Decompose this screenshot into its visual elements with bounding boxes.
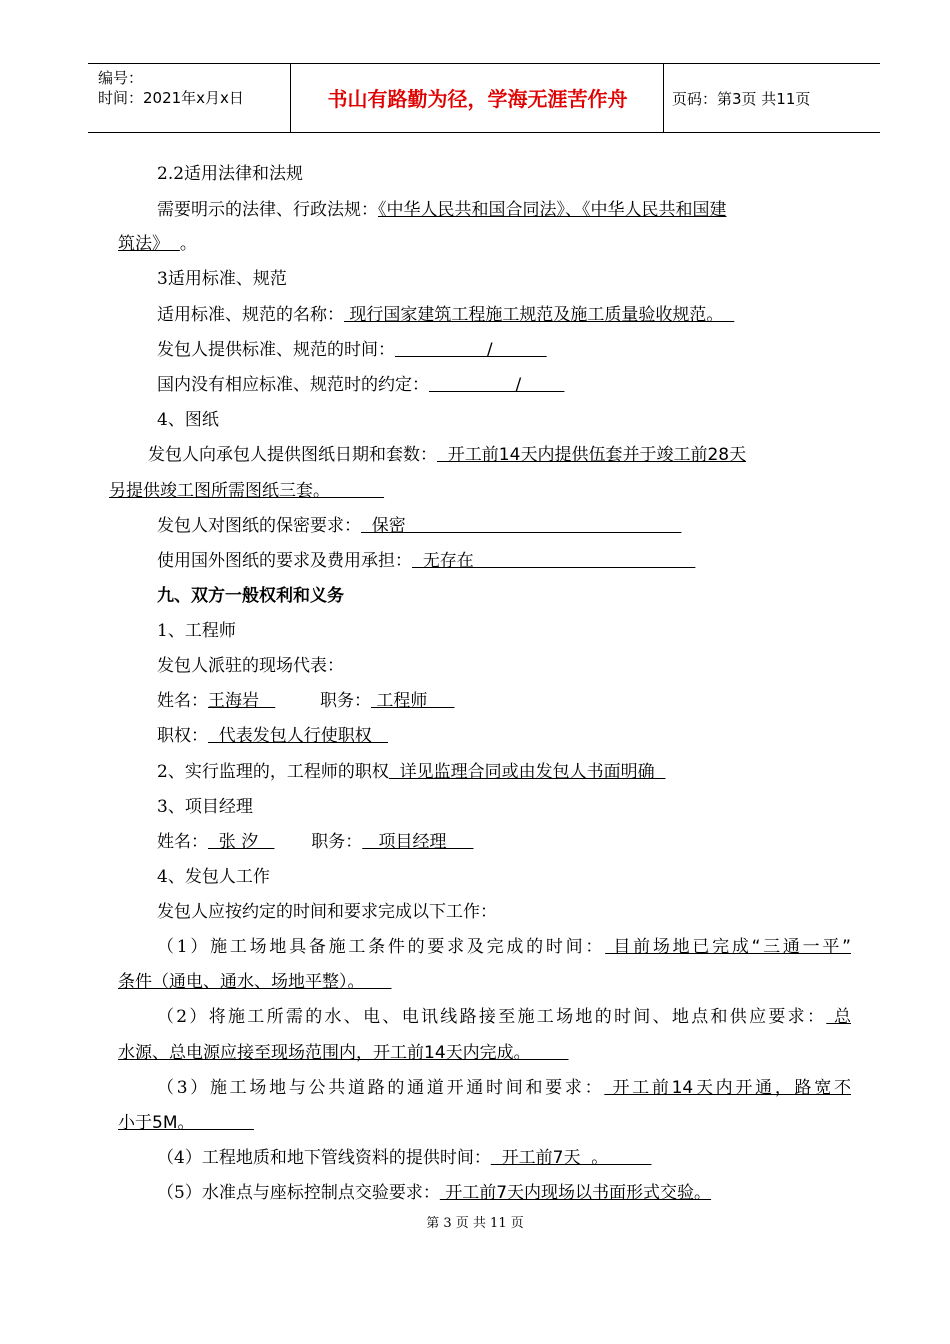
- text-line: （5）水准点与座标控制点交验要求： 开工前7天内现场以书面形式交验。: [157, 1183, 712, 1203]
- blank-field: /: [395, 340, 547, 360]
- filled-value: 小于5M。: [118, 1113, 254, 1133]
- section-heading: 1、工程师: [157, 621, 236, 641]
- filled-value: 代表发包人行使职权: [208, 726, 389, 746]
- text-line: 2、实行监理的，工程师的职权 详见监理合同或由发包人书面明确: [157, 762, 666, 782]
- text-line: 发包人向承包人提供图纸日期和套数： 开工前14天内提供伍套并于竣工前28天: [148, 445, 747, 465]
- filled-value: 开工前7天 。: [490, 1148, 652, 1168]
- section-heading: 3、项目经理: [157, 797, 253, 817]
- page-footer: 第 3 页 共 11 页: [426, 1216, 524, 1231]
- text-line: 发包人派驻的现场代表：: [157, 656, 344, 676]
- filled-value: 无存在: [412, 551, 696, 571]
- filled-value: 开工前14天内提供伍套并于竣工前28天: [437, 445, 747, 465]
- header-page-info: 页码：第3页 共11页: [672, 90, 811, 108]
- header-left: [98, 68, 244, 108]
- filled-value: 目前场地已完成“三通一平”: [605, 937, 851, 957]
- filled-value: 张 汐: [208, 832, 275, 852]
- text-line: 需要明示的法律、行政法规：《中华人民共和国合同法》、《中华人民共和国建: [157, 200, 727, 220]
- blank-field: /: [429, 375, 565, 395]
- text-line: （3）施工场地与公共道路的通道开通时间和要求： 开工前14天内开通，路宽不: [157, 1078, 851, 1098]
- filled-value: 条件（通电、通水、场地平整）。: [118, 972, 392, 992]
- filled-value: 详见监理合同或由发包人书面明确: [388, 762, 666, 782]
- text-line: （1）施工场地具备施工条件的要求及完成的时间： 目前场地已完成“三通一平”: [157, 937, 851, 957]
- text-line: 姓名： 张 汐 职务： 项目经理: [157, 832, 474, 852]
- section-heading: 3适用标准、规范: [157, 269, 287, 289]
- section-heading: 4、发包人工作: [157, 867, 270, 887]
- doc-number-label: 编号：: [98, 69, 144, 87]
- text-line: 发包人应按约定的时间和要求完成以下工作：: [157, 902, 497, 922]
- text-line: 适用标准、规范的名称： 现行国家建筑工程施工规范及施工质量验收规范。: [157, 305, 735, 325]
- text-line: 发包人对图纸的保密要求： 保密: [157, 516, 682, 536]
- header-motto: 书山有路勤为径，学海无涯苦作舟: [327, 87, 628, 111]
- text-line: 姓名：王海岩 职务： 工程师: [157, 691, 455, 711]
- filled-value: 现行国家建筑工程施工规范及施工质量验收规范。: [344, 305, 735, 325]
- text-line: 发包人提供标准、规范的时间： /: [157, 340, 547, 360]
- filled-value: 工程师: [371, 691, 455, 711]
- filled-value: 项目经理: [362, 832, 474, 852]
- filled-value: 筑法》: [118, 234, 169, 254]
- doc-time-label: 时间：2021年x月x日: [98, 89, 244, 107]
- filled-value: 总: [826, 1007, 851, 1027]
- filled-value: 开工前7天内现场以书面形式交验。: [439, 1183, 712, 1203]
- section-heading: 4、图纸: [157, 410, 219, 430]
- chapter-heading: 九、双方一般权利和义务: [157, 586, 344, 606]
- text-line: 使用国外图纸的要求及费用承担： 无存在: [157, 551, 696, 571]
- page-header: [88, 63, 880, 133]
- text-line: （2）将施工所需的水、电、电讯线路接至施工场地的时间、地点和供应要求： 总: [157, 1007, 851, 1027]
- filled-value: 另提供竣工图所需图纸三套。: [109, 481, 385, 501]
- filled-value: 保密: [361, 516, 682, 536]
- filled-value: 开工前14天内开通，路宽不: [604, 1078, 851, 1098]
- text-line: 国内没有相应标准、规范时的约定： /: [157, 375, 565, 395]
- text-line: 职权： 代表发包人行使职权: [157, 726, 389, 746]
- text-line: （4）工程地质和地下管线资料的提供时间： 开工前7天 。: [157, 1148, 652, 1168]
- filled-value: 王海岩: [208, 691, 276, 711]
- filled-value: 《中华人民共和国合同法》、《中华人民共和国建: [378, 200, 727, 220]
- header-divider: [663, 64, 664, 132]
- section-heading: 2.2适用法律和法规: [157, 164, 304, 184]
- text-line: 筑法》 。: [118, 234, 197, 254]
- filled-value: 水源、总电源应接至现场范围内，开工前14天内完成。: [118, 1043, 569, 1063]
